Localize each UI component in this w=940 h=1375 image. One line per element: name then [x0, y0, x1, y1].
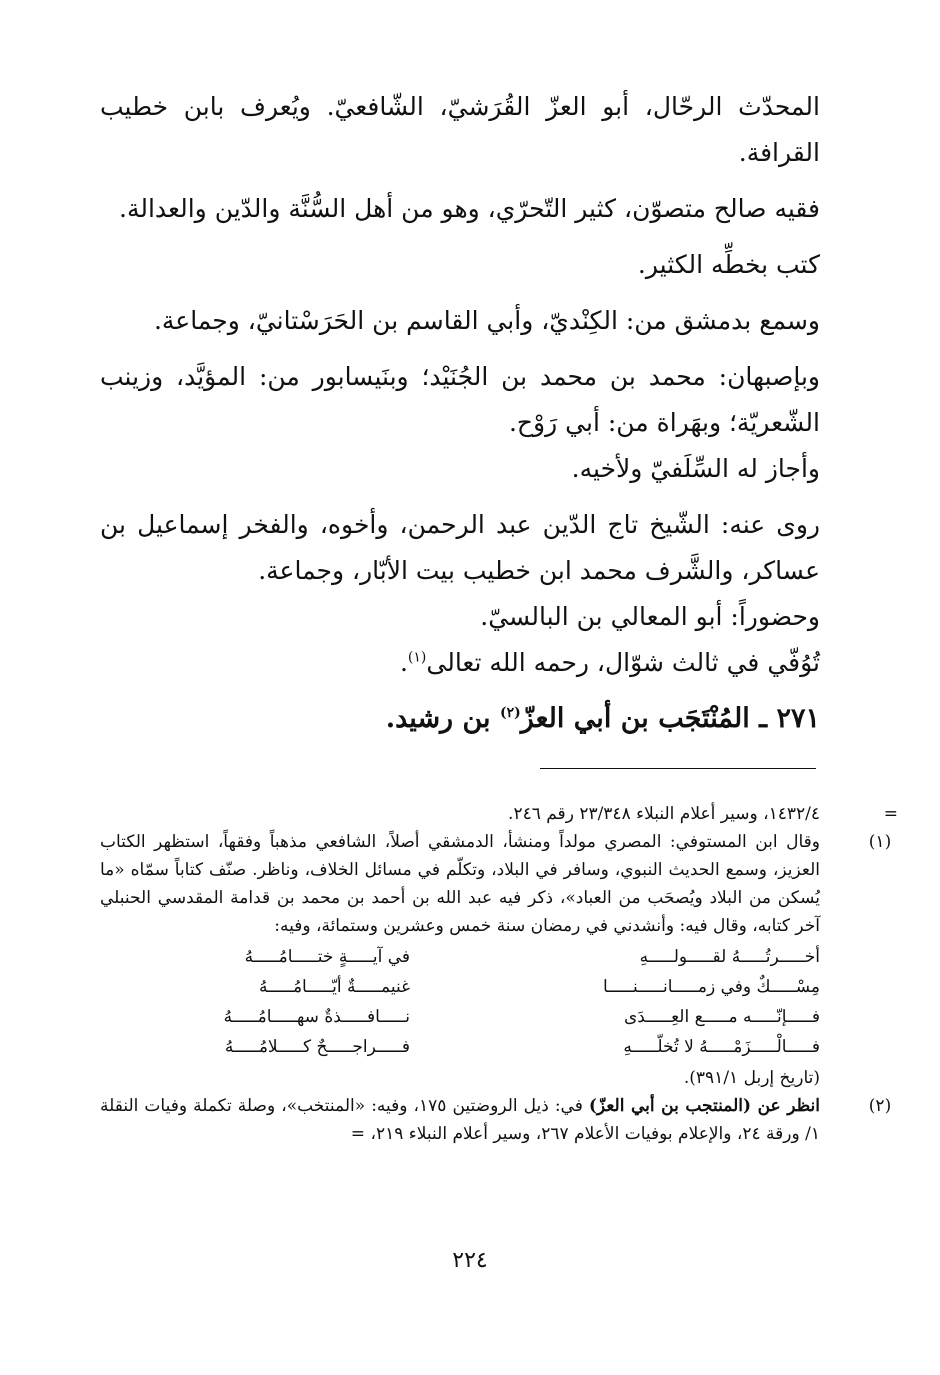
paragraph-5: وبإصبهان: محمد بن محمد بن الجُنَيْد؛ وبنَيسابور من: المؤيَّد، وزينب الشّعريّة؛ وبهَراة من: أبي رَوْح.: [100, 362, 820, 437]
page-number: ٢٢٤: [452, 1248, 488, 1273]
paragraph-8: وحضوراً: أبو المعالي بن البالسيّ.: [480, 602, 820, 631]
poem-hemistich: نـــــافـــــذةٌ سهـــــامُـــــهُ: [223, 1007, 410, 1027]
main-text: [100, 84, 820, 742]
footnote-2: [100, 1092, 892, 1148]
footnote-ref-2: (٢): [499, 705, 521, 721]
poem-hemistich: مِسْـــــكٌ وفي زمـــــانـــــنـــــا: [602, 977, 820, 997]
poem-hemistich: أخـــــرتُـــــهُ لقـــــولـــــهِ: [639, 947, 820, 967]
footnote-ref-1: (١): [407, 649, 427, 666]
paragraph-9: [100, 640, 820, 686]
poem-line: [100, 1002, 820, 1032]
footnote-separator: [540, 768, 816, 769]
paragraph-4: وسمع بدمشق من: الكِنْديّ، وأبي القاسم بن الحَرَسْتانيّ، وجماعة.: [153, 306, 820, 335]
poem-hemistich: فـــــإنّـــــه مـــــع العِـــــدَى: [623, 1007, 820, 1027]
footnote-1-reference: (تاريخ إربل ٣٩١/١).: [683, 1068, 820, 1088]
footnotes: [100, 800, 898, 1148]
footnote-2-subject: انظر عن (المنتجب بن أبي العزّ): [588, 1096, 821, 1116]
paragraph-6: وأجاز له السِّلَفيّ ولأخيه.: [571, 454, 820, 483]
poem-hemistich: فـــــراجـــــحٌ كـــــلامُـــــهُ: [224, 1037, 410, 1057]
paragraph-2: فقيه صالح متصوّن، كثير التّحرّي، وهو من أهل السُّنَّة والدّين والعدالة.: [119, 194, 820, 223]
entry-title-a: ٢٧١ ـ المُنْتَجَب بن أبي العزّ: [520, 703, 820, 734]
footnote-1: [100, 828, 892, 1092]
poem-hemistich: في آيـــــةٍ ختـــــامُـــــهُ: [244, 947, 410, 967]
poem-hemistich: فـــــالْـــــزَمْـــــهُ لا تُخلّـــــهِ: [623, 1037, 820, 1057]
poem: [100, 942, 820, 1062]
footnote-1-text: وقال ابن المستوفي: المصري مولداً ومنشأ، الدمشقي أصلاً، الشافعي مذهباً وفقهاً، استظهر الكتاب العزيز، وسمع الحديث النبوي، وسافر في البلاد، وتكلّم في مسائل الخلاف، وناظر. صنّف كتاباً سمّاه «ما يُسكن من البلاد ويُصحَب من العباد»، ذكر فيه عبد الله بن أحمد بن محمد بن قدامة المقدسي الحنبلي آخر كتابه، وقال فيه: وأنشدني في رمضان سنة خمس وعشرين وستمائة، وفيه:: [100, 832, 821, 936]
poem-line: [100, 1032, 820, 1062]
entry-title-b: بن رشيد.: [385, 703, 500, 734]
continuation-mark: =: [883, 804, 898, 824]
paragraph-1: المحدّث الرحّال، أبو العزّ القُرَشيّ، الشّافعيّ. ويُعرف بابن خطيب القرافة.: [100, 92, 820, 167]
paragraph-7: روى عنه: الشّيخ تاج الدّين عبد الرحمن، وأخوه، والفخر إسماعيل بن عساكر، والشَّرف محمد ابن خطيب بيت الأبّار، وجماعة.: [100, 510, 820, 585]
footnote-continuation: [100, 800, 898, 828]
death-text: تُوُفّي في ثالث شوّال، رحمه الله تعالى: [426, 648, 820, 677]
footnote-2-text: في: ذيل الروضتين ١٧٥، وفيه: «المنتخب»، وصلة تكملة وفيات النقلة ١/ ورقة ٢٤، والإعلام بوفيات الأعلام ٢٦٧، وسير أعلام النبلاء ٢١٩، =: [100, 1096, 820, 1144]
continuation-text: ١٤٣٢/٤، وسير أعلام النبلاء ٢٣/٣٤٨ رقم ٢٤٦.: [508, 804, 820, 824]
poem-line: [100, 972, 820, 1002]
paragraph-3: كتب بخطِّه الكثير.: [637, 250, 820, 279]
poem-hemistich: غنيمـــــةٌ أيّـــــامُـــــهُ: [258, 977, 410, 997]
poem-line: [100, 942, 820, 972]
entry-title: [100, 696, 820, 742]
death-end: .: [399, 648, 408, 677]
footnote-1-number: (١): [868, 832, 892, 852]
footnote-2-number: (٢): [868, 1096, 892, 1116]
